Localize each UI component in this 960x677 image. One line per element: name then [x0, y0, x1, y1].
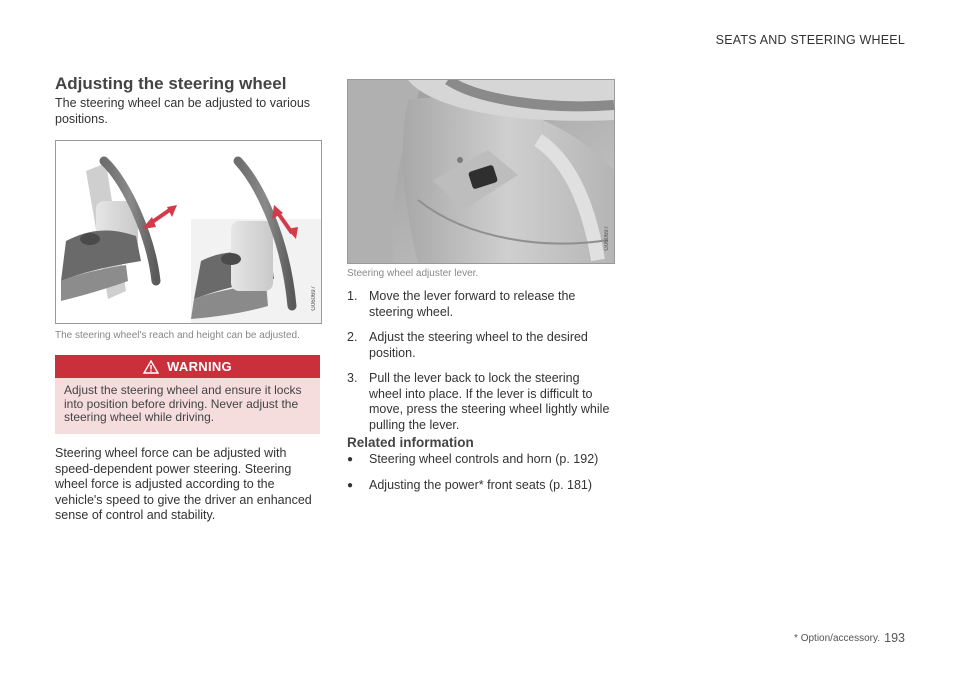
- related-info-list: [347, 452, 615, 503]
- related-link[interactable]: [347, 478, 615, 494]
- adjuster-lever-drawing: [348, 80, 614, 263]
- adjuster-lever-illustration: [347, 79, 615, 264]
- figure2-code: G060697: [604, 226, 610, 251]
- step-number: 3.: [347, 371, 358, 385]
- bullet-icon: ●: [347, 454, 354, 465]
- page-number: 193: [884, 631, 905, 645]
- steering-adjust-drawing: [56, 141, 321, 323]
- power-steering-paragraph: Steering wheel force can be adjusted with speed-dependent power steering. Steering wheel force is adjusted according to the vehicle's speed to give the driver an enhanced sense of control and stability.: [55, 446, 312, 522]
- related-info-title: Related information: [347, 435, 474, 450]
- figure1-caption: The steering wheel's reach and height can be adjusted.: [55, 330, 300, 341]
- step-text: Adjust the steering wheel to the desired position.: [369, 330, 588, 360]
- related-link-text[interactable]: Steering wheel controls and horn (p. 192): [369, 452, 599, 466]
- warning-header: [55, 355, 320, 378]
- bullet-icon: ●: [347, 479, 354, 491]
- steering-adjust-illustration: [55, 140, 322, 324]
- step-number: 2.: [347, 330, 358, 344]
- step-number: 1.: [347, 289, 358, 303]
- section-header: SEATS AND STEERING WHEEL: [715, 33, 905, 47]
- step-text: Move the lever forward to release the steering wheel.: [369, 289, 576, 319]
- step-item: [347, 289, 615, 320]
- step-item: [347, 371, 615, 433]
- footnote: * Option/accessory.: [794, 633, 880, 644]
- warning-triangle-icon: [143, 360, 159, 374]
- figure2-caption: Steering wheel adjuster lever.: [347, 268, 479, 279]
- reach-arrow-icon: [142, 205, 177, 229]
- left-wheel-group: [61, 161, 156, 301]
- warning-text: Adjust the steering wheel and ensure it locks into position before driving. Never adjust the steering wheel while driving.: [55, 378, 320, 434]
- figure1-code: G060697: [311, 286, 317, 311]
- intro-text: The steering wheel can be adjusted to various positions.: [55, 96, 311, 126]
- right-wheel-group: [191, 161, 321, 323]
- step-item: [347, 330, 615, 361]
- page-title: Adjusting the steering wheel: [55, 74, 287, 93]
- step-text: Pull the lever back to lock the steering wheel into place. If the lever is difficult to move, press the steering wheel lightly while pulling the lever.: [369, 371, 610, 432]
- related-link-text[interactable]: Adjusting the power* front seats (p. 181): [369, 477, 593, 492]
- warning-label: WARNING: [167, 359, 232, 374]
- adjustment-steps: [347, 289, 615, 443]
- warning-box: [55, 355, 320, 434]
- related-link[interactable]: [347, 452, 615, 468]
